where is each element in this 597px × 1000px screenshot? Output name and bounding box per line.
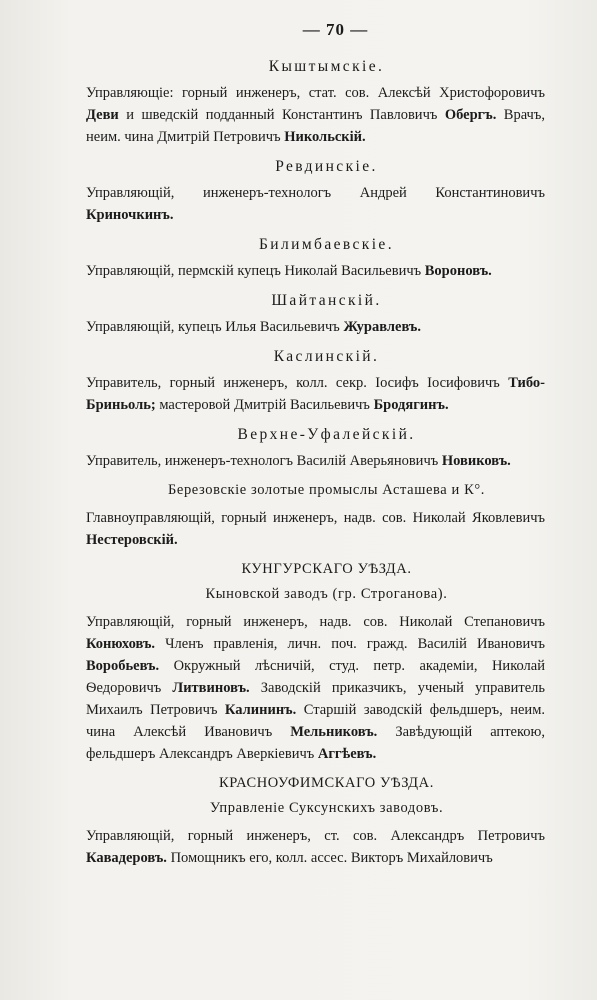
text-run: Главноуправляющій, горный инженеръ, надв. сов. Николай Яковлевичъ: [86, 510, 545, 526]
section-heading: Билимбаевскіе.: [259, 236, 394, 253]
text-run: Управляющій, горный инженеръ, надв. сов. Николай Степановичъ: [86, 614, 545, 630]
text-run: Членъ правленія, личн. поч. гражд. Василій Ивановичъ: [155, 636, 545, 652]
text-run: Управитель, инженеръ-технологъ Василій Аверьяновичъ: [86, 453, 442, 469]
paragraph: [86, 182, 545, 226]
text-run: Завѣдующій аптекою, фельдшеръ Александръ Аверкіевичъ: [86, 724, 545, 762]
text-run: Окружный лѣсничій, студ. петр. академіи, Николай Ѳедоровичъ: [86, 658, 545, 696]
text-run: Управитель, горный инженеръ, колл. секр. Іосифъ Іосифовичъ: [86, 375, 509, 391]
page-number: — 70 —: [302, 20, 369, 39]
section-heading: Верхне-Уфалейскій.: [237, 426, 416, 443]
surname: Вороновъ.: [424, 263, 492, 279]
section-subheading: Управленіе Суксунскихъ заводовъ.: [209, 800, 444, 816]
surname: Никольскій.: [284, 129, 366, 145]
page-content: [86, 58, 545, 869]
paragraph: [86, 507, 545, 551]
surname: Журавлевъ.: [343, 319, 421, 335]
paragraph: [86, 82, 545, 148]
paragraph: [86, 316, 545, 338]
text-run: Управляющій, инженеръ-технологъ Андрей Константиновичъ: [86, 185, 545, 201]
text-run: Заводскій приказчикъ, ученый управитель Михаилъ Петровичъ: [86, 680, 545, 718]
section-heading: Каслинскій.: [273, 348, 380, 365]
text-run: Управляющіе: горный инженеръ, стат. сов. Алексѣй Христофоровичъ: [86, 85, 545, 101]
text-run: Помощникъ его, колл. ассес. Викторъ Михайловичъ: [166, 850, 493, 866]
surname: Аггѣевъ.: [317, 746, 377, 762]
section-subheading: КУНГУРСКАГО УѢЗДА.: [241, 561, 412, 577]
section-subheading: Кыновской заводъ (гр. Строганова).: [205, 586, 448, 602]
section-subheading: КРАСНОУФИМСКАГО УѢЗДА.: [219, 775, 434, 791]
surname: Деви: [86, 107, 119, 123]
text-run: Управляющій, пермскій купецъ Николай Васильевичъ: [86, 263, 425, 279]
surname: Воробьевъ.: [86, 658, 160, 674]
text-run: Управляющій, горный инженеръ, ст. сов. Александръ Петровичъ: [86, 828, 545, 844]
surname: Бродягинъ.: [373, 397, 449, 413]
surname: Криночкинъ.: [86, 207, 174, 223]
surname: Новиковъ.: [441, 453, 511, 469]
surname: Литвиновъ.: [172, 680, 250, 696]
paragraph: [86, 450, 545, 472]
text-run: и шведскій подданный Константинъ Павловичъ: [118, 107, 445, 123]
section-heading: Шайтанскій.: [271, 292, 382, 309]
surname: Нестеровскій.: [86, 532, 178, 548]
section-heading: Кыштымскіе.: [268, 58, 385, 75]
paragraph: [86, 372, 545, 416]
section-subheading: Березовскіе золотые промыслы Асташева и К°.: [167, 482, 486, 498]
text-run: мастеровой Дмитрій Васильевичъ: [155, 397, 374, 413]
surname: Кавадеровъ.: [86, 850, 167, 866]
text-run: Врачъ, неим. чина Дмитрій Петровичъ: [86, 107, 545, 145]
text-run: Старшій заводскій фельдшеръ, неим. чина Алексѣй Ивановичъ: [86, 702, 545, 740]
surname: Калининъ.: [224, 702, 297, 718]
surname: Тибо-Бриньоль;: [86, 375, 545, 413]
paragraph: [86, 260, 545, 282]
section-heading: Ревдинскіе.: [275, 158, 378, 175]
surname: Обергъ.: [444, 107, 497, 123]
paragraph: [86, 825, 545, 869]
surname: Конюховъ.: [86, 636, 156, 652]
paragraph: [86, 611, 545, 765]
text-run: Управляющій, купецъ Илья Васильевичъ: [86, 319, 344, 335]
surname: Мельниковъ.: [290, 724, 378, 740]
